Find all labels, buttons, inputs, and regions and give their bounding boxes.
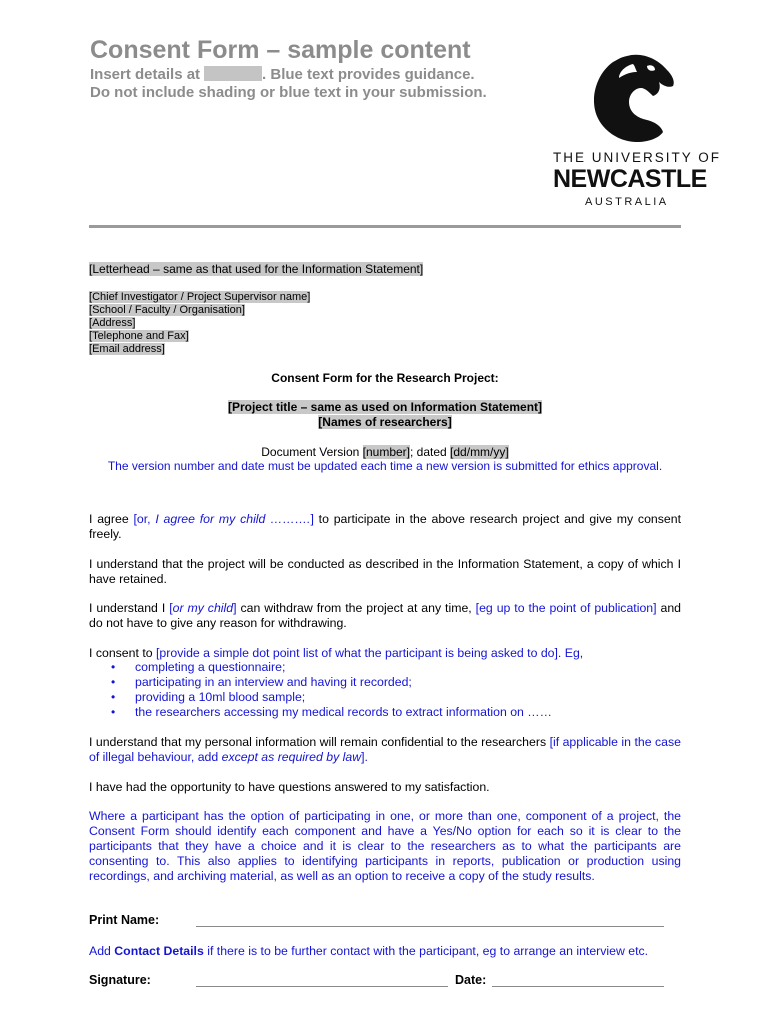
instruction-suffix: . Blue text provides guidance. (262, 66, 475, 83)
signature-label: Signature: (89, 973, 151, 987)
bullet-icon: • (111, 675, 116, 689)
page-title: Consent Form – sample content (90, 36, 471, 64)
email-placeholder: [Email address] (89, 343, 165, 355)
print-name-label: Print Name: (89, 913, 160, 927)
document-version: Document Version [number]; dated [dd/mm/yy] (261, 445, 509, 459)
list-item: • participating in an interview and having it recorded; (111, 675, 412, 689)
signature-field[interactable] (196, 986, 448, 987)
bullet-icon: • (111, 660, 116, 674)
bullet-icon: • (111, 690, 116, 704)
investigator-placeholder: [Chief Investigator / Project Supervisor name] (89, 291, 311, 303)
version-date: [dd/mm/yy] (450, 445, 509, 459)
instruction-line-1 (90, 66, 475, 83)
contact-details-note: Add Contact Details if there is to be further contact with the participant, eg to arrange an interview etc. (89, 944, 649, 958)
version-note: The version number and date must be updated each time a new version is submitted for ethics approval. (107, 459, 663, 473)
phone-placeholder: [Telephone and Fax] (89, 330, 189, 342)
list-item: • completing a questionnaire; (111, 660, 286, 674)
bullet-icon: • (111, 705, 116, 719)
header-divider (89, 225, 681, 228)
logo-text-line-2: NEWCASTLE (553, 165, 707, 193)
researchers-placeholder: [Names of researchers] (318, 415, 452, 429)
list-item: • the researchers accessing my medical records to extract information on …… (111, 705, 552, 719)
date-label: Date: (455, 973, 487, 987)
consent-task-list (89, 660, 552, 720)
consent-paragraph-1: I agree [or, I agree for my child ……….] to participate in the above research project and give my consent freely. (89, 512, 681, 541)
consent-paragraph-3: I understand I [or my child] can withdraw from the project at any time, [eg up to the point of publication] and do not have to give any reason for withdrawing. (89, 601, 682, 630)
list-item: • providing a 10ml blood sample; (111, 690, 306, 704)
address-placeholder: [Address] (89, 317, 136, 329)
date-field[interactable] (492, 986, 664, 987)
version-number: [number] (362, 445, 411, 459)
print-name-field[interactable] (196, 926, 664, 927)
component-guidance: Where a participant has the option of participating in one, or more than one, component of a project, the Consent Form should identify each component and have a Yes/No option for each so it is clear to the participants that they have a choice and it is clear to the researchers as to what the participants are consenting to. This also applies to identifying participants in reports, publication or production using recordings, and archiving material, as well as an option to receive a copy of the study results. (89, 809, 681, 883)
form-heading: Consent Form for the Research Project: (271, 371, 499, 385)
project-title-placeholder: [Project title – same as used on Information Statement] (227, 400, 543, 414)
school-placeholder: [School / Faculty / Organisation] (89, 304, 245, 316)
consent-paragraph-5: I understand that my personal information will remain confidential to the researchers [if applicable in the case of illegal behaviour, add except as required by law]. (89, 735, 681, 764)
consent-paragraph-4: I consent to [provide a simple dot point list of what the participant is being asked to do]. Eg, (89, 646, 584, 660)
consent-paragraph-2: I understand that the project will be conducted as described in the Information Statement, a copy of which I have retained. (89, 557, 681, 586)
consent-paragraph-6: I have had the opportunity to have questions answered to my satisfaction. (89, 780, 490, 794)
horse-head-crest-icon (589, 52, 677, 144)
shading-sample (204, 66, 262, 81)
logo-text-line-1: THE UNIVERSITY OF (553, 150, 722, 165)
instruction-line-2: Do not include shading or blue text in your submission. (90, 84, 487, 101)
letterhead-placeholder: [Letterhead – same as that used for the Information Statement] (89, 262, 424, 276)
logo-text-line-3: AUSTRALIA (585, 196, 669, 208)
instruction-prefix: Insert details at (90, 66, 201, 83)
